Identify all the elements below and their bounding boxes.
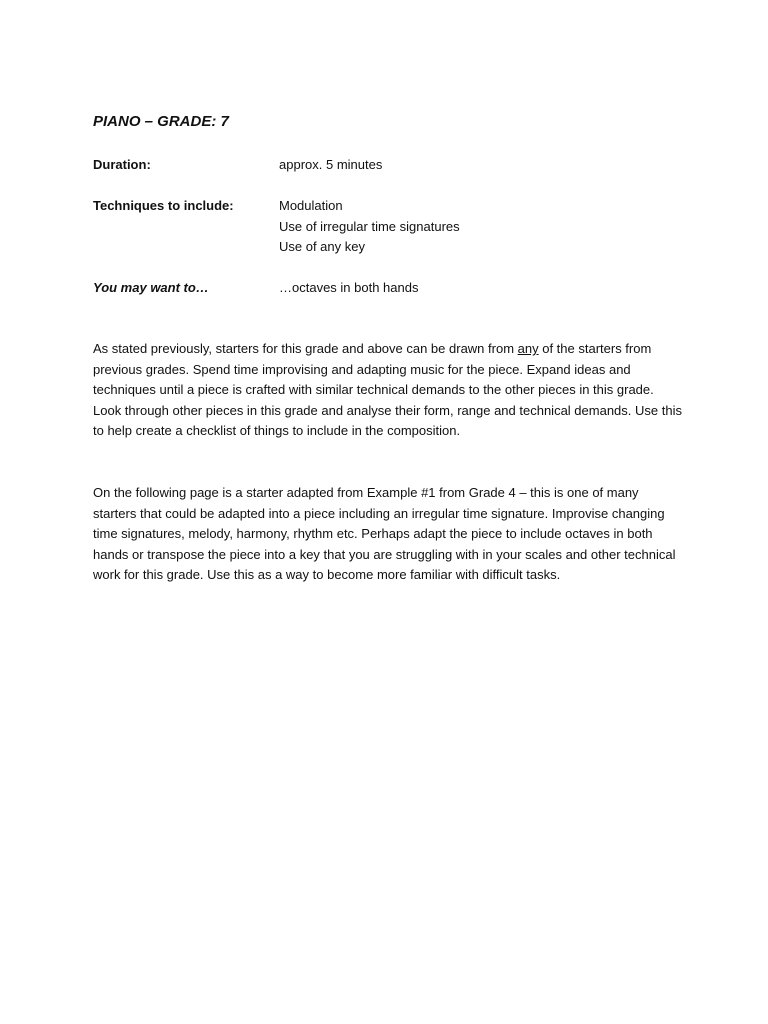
paragraph-starters-before: As stated previously, starters for this grade and above can be drawn from xyxy=(93,341,518,356)
technique-item: Use of irregular time signatures xyxy=(279,218,460,234)
techniques-list xyxy=(279,196,460,258)
paragraph-starters xyxy=(93,339,683,442)
duration-label: Duration: xyxy=(93,157,151,172)
technique-item: Modulation xyxy=(279,198,343,213)
paragraph-starters-emphasis: any xyxy=(517,341,539,356)
you-may-value: …octaves in both hands xyxy=(279,280,419,295)
duration-values xyxy=(279,155,382,176)
page-title: PIANO – GRADE: 7 xyxy=(93,113,229,130)
paragraph-following-page: On the following page is a starter adapted from Example #1 from Grade 4 – this is one of many starters that could be adapted into a piece including an irregular time signature. Improvise changing time signatures, melody, harmony, rhythm etc. Perhaps adapt the piece to include octaves in both hands or transpose the piece into a key that you are struggling with in your scales and other technical work for this grade. Use this as a way to become more familiar with difficult tasks. xyxy=(93,485,676,582)
paragraph-starters-after: of the starters from previous grades. Spend time improvising and adapting music for the piece. Expand ideas and techniques until a piece is crafted with similar technical demands to the other pieces in this grade. Look through other pieces in this grade and analyse their form, range and technical demands. Use this to help create a checklist of things to include in the composition. xyxy=(93,341,682,438)
you-may-label: You may want to… xyxy=(93,280,209,295)
techniques-label: Techniques to include: xyxy=(93,198,234,213)
you-may-values xyxy=(279,278,418,299)
duration-value: approx. 5 minutes xyxy=(279,157,383,172)
technique-item: Use of any key xyxy=(279,239,365,254)
